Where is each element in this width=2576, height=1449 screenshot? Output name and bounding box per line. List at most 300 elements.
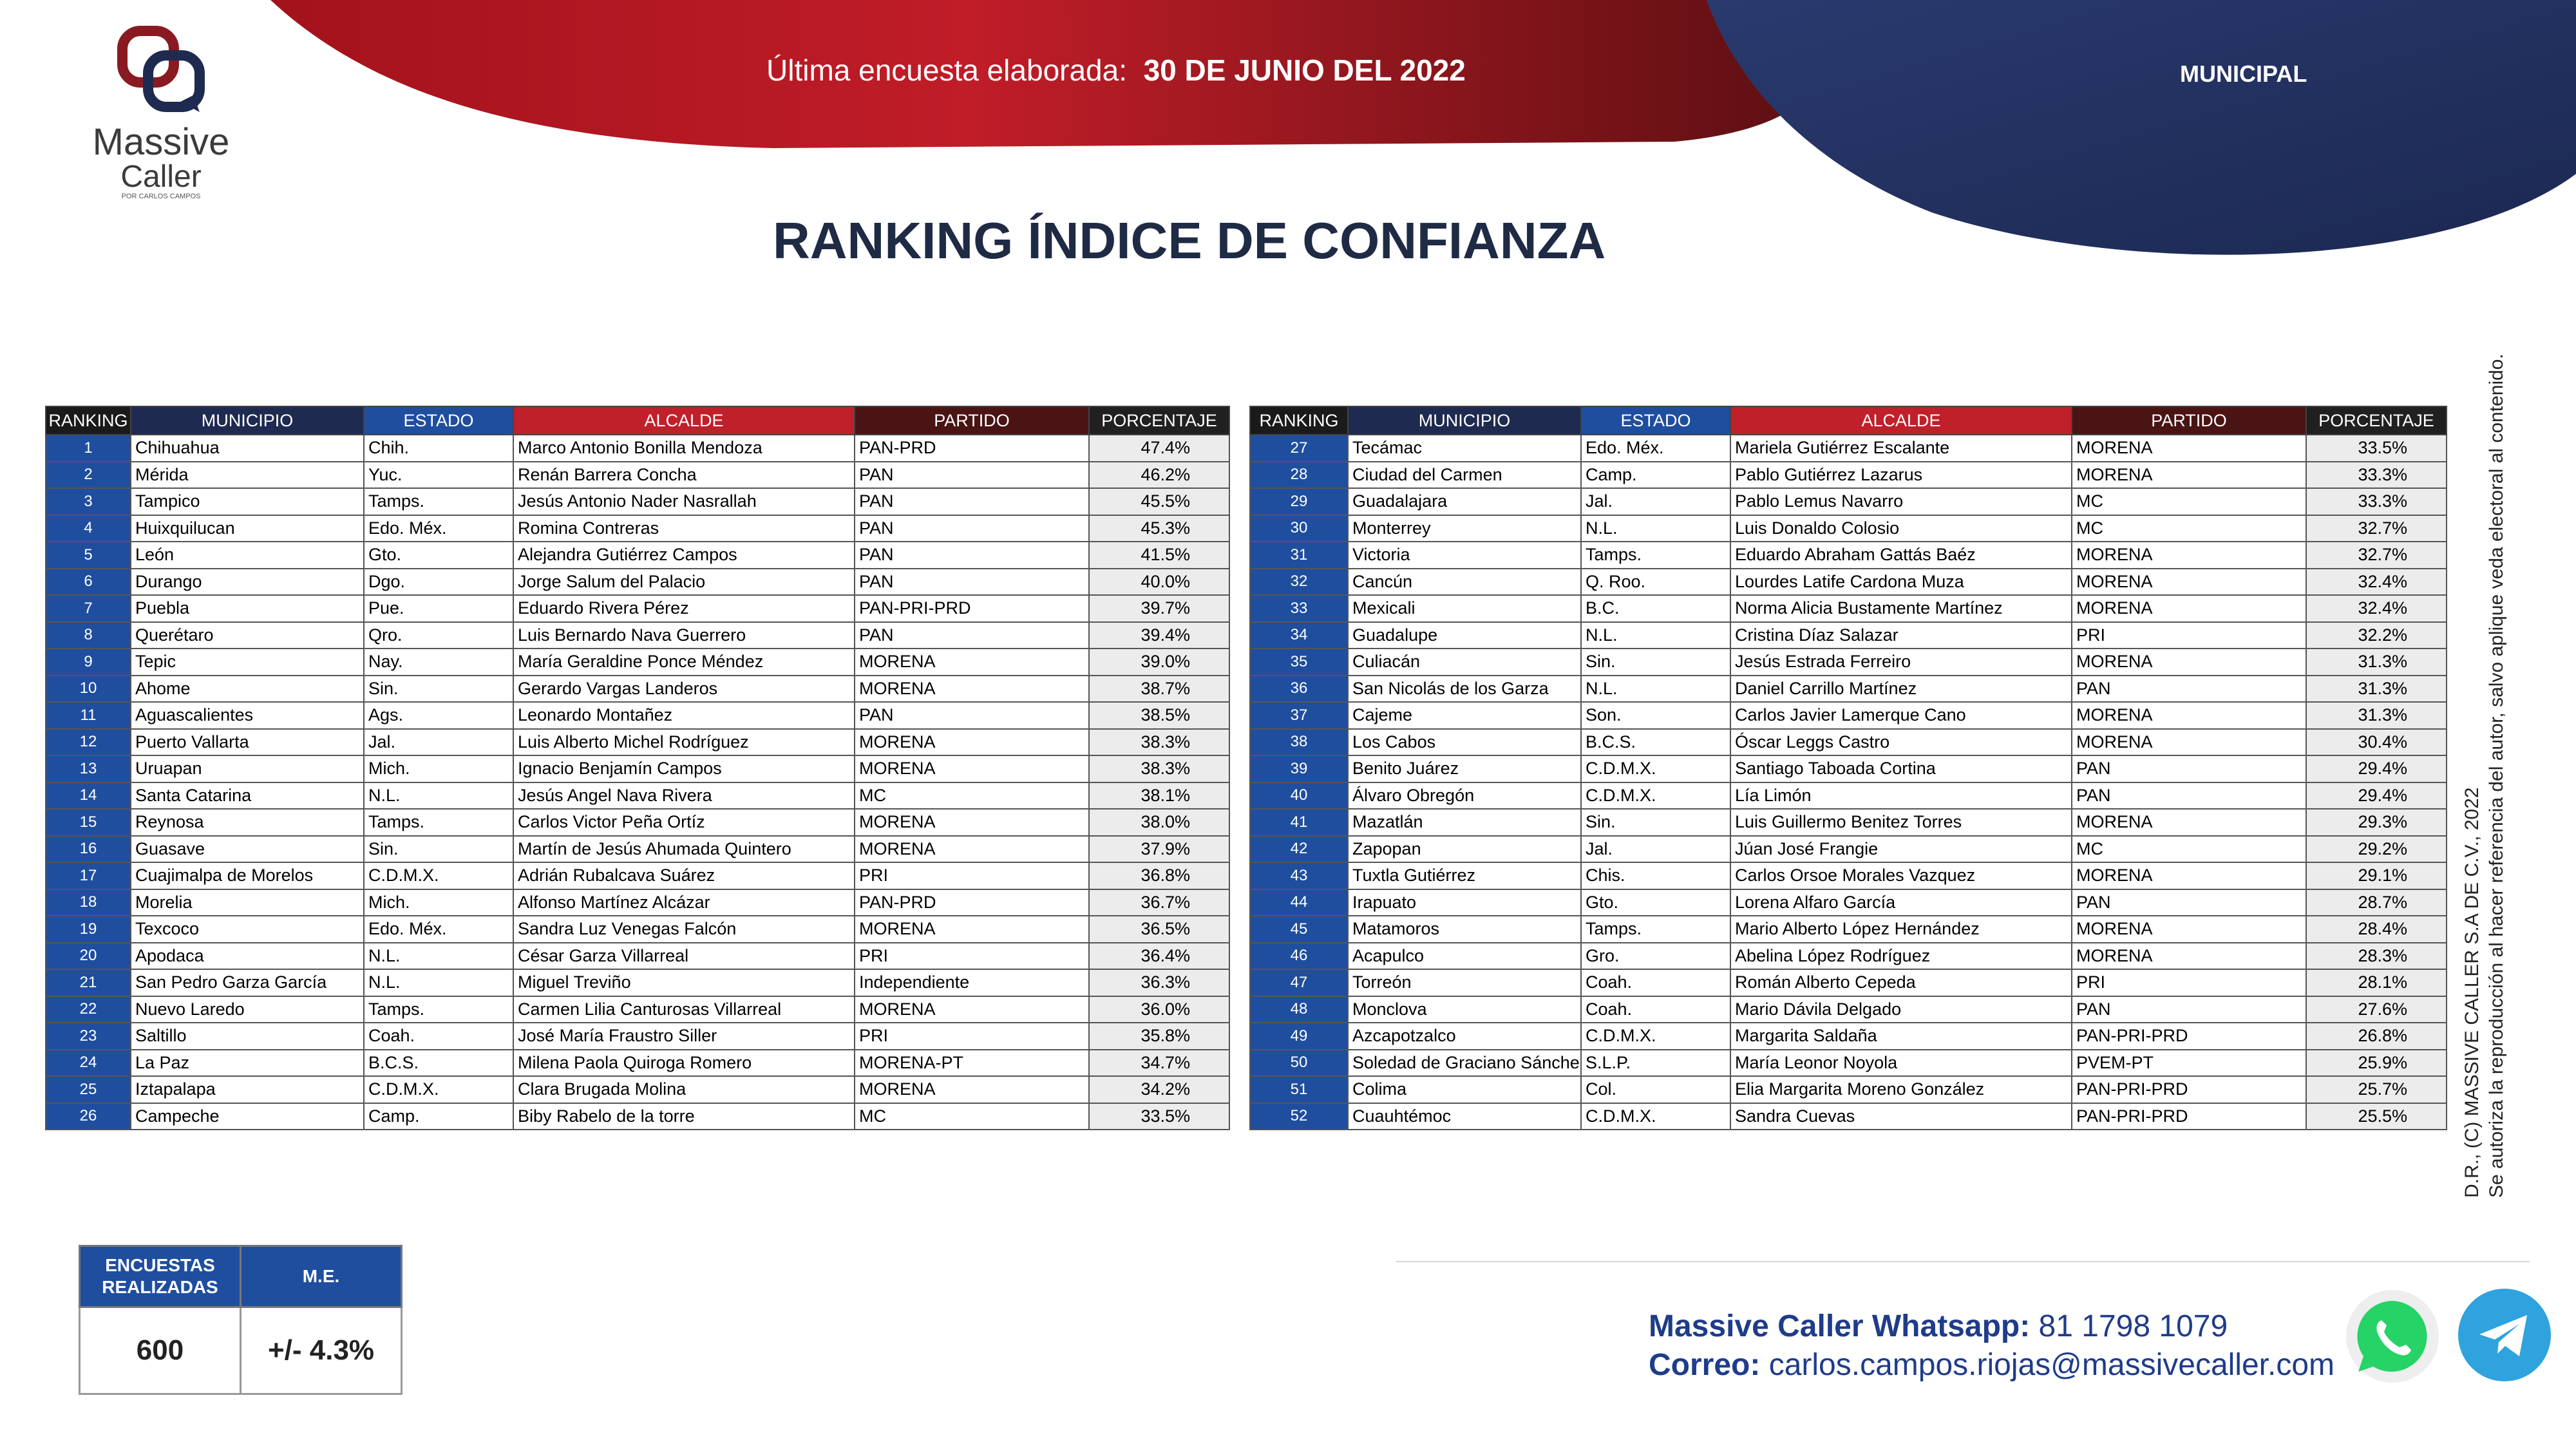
alcalde-cell: Luis Bernardo Nava Guerrero [513,622,855,649]
municipio-cell: Benito Juárez [1348,755,1581,782]
estado-cell: N.L. [1581,676,1730,703]
rank-cell: 30 [1250,515,1348,542]
table-row [46,595,1229,622]
rank-cell: 45 [1250,916,1348,943]
porcentaje-cell: 32.4% [2306,595,2447,622]
alcalde-cell: Marco Antonio Bonilla Mendoza [513,435,855,462]
municipio-cell: Apodaca [131,943,364,970]
municipio-cell: Querétaro [131,622,364,649]
porcentaje-cell: 38.0% [1089,809,1229,836]
rank-cell: 3 [46,488,131,515]
rank-cell: 20 [46,943,131,970]
estado-cell: Sin. [1581,649,1730,676]
estado-cell: Col. [1581,1076,1730,1103]
alcalde-cell: Carlos Orsoe Morales Vazquez [1730,862,2072,889]
table-row [1250,595,2447,622]
rank-cell: 32 [1250,569,1348,596]
partido-cell: MORENA [2072,542,2306,569]
rank-cell: 28 [1250,462,1348,489]
estado-cell: Chih. [364,435,513,462]
municipio-cell: Durango [131,569,364,596]
header-municipio: MUNICIPIO [131,406,364,435]
header-estado: ESTADO [364,406,513,435]
surveys-label: ENCUESTAS REALIZADAS [80,1246,241,1307]
porcentaje-cell: 41.5% [1089,542,1229,569]
porcentaje-cell: 38.3% [1089,729,1229,756]
porcentaje-cell: 32.7% [2306,515,2447,542]
estado-cell: Camp. [364,1103,513,1130]
partido-cell: PAN-PRI-PRD [2072,1076,2306,1103]
table-row [46,782,1229,810]
municipio-cell: Saltillo [131,1023,364,1050]
partido-cell: PAN-PRI-PRD [2072,1023,2306,1050]
survey-stats-table [79,1245,402,1395]
estado-cell: Sin. [364,836,513,863]
rank-cell: 52 [1250,1103,1348,1130]
brand-logo [77,26,245,200]
table-row [46,702,1229,729]
partido-cell: PAN [2072,889,2306,916]
partido-cell: PVEM-PT [2072,1050,2306,1077]
porcentaje-cell: 25.9% [2306,1050,2447,1077]
margin-error-label: M.E. [241,1246,402,1307]
estado-cell: Mich. [364,755,513,782]
alcalde-cell: Mario Alberto López Hernández [1730,916,2072,943]
alcalde-cell: Leonardo Montañez [513,702,855,729]
partido-cell: PAN [855,622,1089,649]
table-row [1250,889,2447,916]
telegram-icon[interactable] [2458,1288,2552,1382]
table-row [1250,1050,2447,1077]
porcentaje-cell: 33.3% [2306,462,2447,489]
alcalde-cell: César Garza Villarreal [513,943,855,970]
table-row [46,1076,1229,1103]
porcentaje-cell: 32.2% [2306,622,2447,649]
rank-cell: 39 [1250,755,1348,782]
porcentaje-cell: 28.3% [2306,943,2447,970]
estado-cell: Edo. Méx. [1581,435,1730,462]
estado-cell: C.D.M.X. [364,1076,513,1103]
partido-cell: PRI [855,862,1089,889]
whatsapp-icon[interactable] [2344,1288,2441,1385]
copyright-line1: D.R., (C) MASSIVE CALLER S.A DE C.V., 2022 [2461,787,2483,1198]
alcalde-cell: Sandra Cuevas [1730,1103,2072,1130]
partido-cell: PAN-PRI-PRD [2072,1103,2306,1130]
municipio-cell: Uruapan [131,755,364,782]
estado-cell: Sin. [364,676,513,703]
porcentaje-cell: 38.7% [1089,676,1229,703]
table-row [1250,542,2447,569]
municipio-cell: Santa Catarina [131,782,364,810]
partido-cell: PAN-PRI-PRD [855,595,1089,622]
porcentaje-cell: 31.3% [2306,649,2447,676]
estado-cell: Jal. [364,729,513,756]
porcentaje-cell: 27.6% [2306,996,2447,1023]
rank-cell: 41 [1250,809,1348,836]
partido-cell: MORENA [855,649,1089,676]
table-row [1250,755,2447,782]
alcalde-cell: Gerardo Vargas Landeros [513,676,855,703]
rank-cell: 2 [46,462,131,489]
rank-cell: 50 [1250,1050,1348,1077]
estado-cell: Coah. [1581,996,1730,1023]
estado-cell: N.L. [364,782,513,810]
whatsapp-contact [1649,1307,2334,1346]
estado-cell: Jal. [1581,836,1730,863]
page-title: RANKING ÍNDICE DE CONFIANZA [773,212,1606,269]
rank-cell: 1 [46,435,131,462]
partido-cell: MORENA [855,809,1089,836]
estado-cell: N.L. [364,969,513,996]
municipio-cell: Mérida [131,462,364,489]
estado-cell: Yuc. [364,462,513,489]
partido-cell: MC [855,1103,1089,1130]
municipio-cell: Mazatlán [1348,809,1581,836]
partido-cell: MORENA [855,1076,1089,1103]
alcalde-cell: Abelina López Rodríguez [1730,943,2072,970]
alcalde-cell: Margarita Saldaña [1730,1023,2072,1050]
municipio-cell: Soledad de Graciano Sánche [1348,1050,1581,1077]
porcentaje-cell: 40.0% [1089,569,1229,596]
alcalde-cell: Santiago Taboada Cortina [1730,755,2072,782]
rank-cell: 36 [1250,676,1348,703]
estado-cell: Jal. [1581,488,1730,515]
municipio-cell: La Paz [131,1050,364,1077]
porcentaje-cell: 31.3% [2306,702,2447,729]
table-row [1250,943,2447,970]
table-row [46,943,1229,970]
alcalde-cell: Miguel Treviño [513,969,855,996]
table-row [46,809,1229,836]
porcentaje-cell: 25.7% [2306,1076,2447,1103]
header-ranking: RANKING [1250,406,1348,435]
partido-cell: PAN [2072,755,2306,782]
municipio-cell: Ahome [131,676,364,703]
porcentaje-cell: 39.4% [1089,622,1229,649]
municipio-cell: Cancún [1348,569,1581,596]
porcentaje-cell: 38.1% [1089,782,1229,810]
table-row [46,569,1229,596]
rank-cell: 10 [46,676,131,703]
estado-cell: Edo. Méx. [364,515,513,542]
alcalde-cell: Mariela Gutiérrez Escalante [1730,435,2072,462]
rank-cell: 21 [46,969,131,996]
table-row [1250,515,2447,542]
estado-cell: N.L. [1581,515,1730,542]
header-porcentaje: PORCENTAJE [2306,406,2447,435]
margin-error-value: +/- 4.3% [241,1307,402,1394]
partido-cell: PAN [2072,676,2306,703]
partido-cell: Independiente [855,969,1089,996]
porcentaje-cell: 46.2% [1089,462,1229,489]
alcalde-cell: Jesús Angel Nava Rivera [513,782,855,810]
table-row [1250,809,2447,836]
ranking-table-right [1249,406,2447,1130]
rank-cell: 11 [46,702,131,729]
rank-cell: 19 [46,916,131,943]
estado-cell: Tamps. [364,996,513,1023]
municipio-cell: Monclova [1348,996,1581,1023]
rank-cell: 49 [1250,1023,1348,1050]
rank-cell: 46 [1250,943,1348,970]
estado-cell: Qro. [364,622,513,649]
municipio-cell: Azcapotzalco [1348,1023,1581,1050]
rank-cell: 9 [46,649,131,676]
table-row [46,649,1229,676]
logo-line1: Massive [92,121,230,163]
porcentaje-cell: 29.4% [2306,782,2447,810]
alcalde-cell: Luis Donaldo Colosio [1730,515,2072,542]
table-row [1250,435,2447,462]
partido-cell: MORENA [855,996,1089,1023]
rank-cell: 16 [46,836,131,863]
rank-cell: 15 [46,809,131,836]
municipio-cell: Irapuato [1348,889,1581,916]
municipio-cell: Zapopan [1348,836,1581,863]
municipio-cell: Ciudad del Carmen [1348,462,1581,489]
contact-info [1649,1307,2334,1385]
alcalde-cell: Elia Margarita Moreno González [1730,1076,2072,1103]
table-row [1250,622,2447,649]
porcentaje-cell: 28.4% [2306,916,2447,943]
alcalde-cell: Pablo Lemus Navarro [1730,488,2072,515]
estado-cell: Mich. [364,889,513,916]
rank-cell: 12 [46,729,131,756]
table-row [46,515,1229,542]
partido-cell: PAN [855,569,1089,596]
alcalde-cell: Mario Dávila Delgado [1730,996,2072,1023]
estado-cell: Tamps. [1581,916,1730,943]
porcentaje-cell: 33.5% [1089,1103,1229,1130]
municipio-cell: Iztapalapa [131,1076,364,1103]
porcentaje-cell: 30.4% [2306,729,2447,756]
alcalde-cell: Carmen Lilia Canturosas Villarreal [513,996,855,1023]
alcalde-cell: Milena Paola Quiroga Romero [513,1050,855,1077]
rank-cell: 42 [1250,836,1348,863]
partido-cell: MORENA [2072,809,2306,836]
rank-cell: 4 [46,515,131,542]
partido-cell: PAN [855,488,1089,515]
alcalde-cell: Carlos Javier Lamerque Cano [1730,702,2072,729]
partido-cell: MORENA [855,676,1089,703]
partido-cell: MORENA [2072,649,2306,676]
alcalde-cell: Clara Brugada Molina [513,1076,855,1103]
table-row [1250,1076,2447,1103]
header-ranking: RANKING [46,406,131,435]
table-row [46,488,1229,515]
table-row [46,862,1229,889]
municipio-cell: Monterrey [1348,515,1581,542]
table-row [1250,1103,2447,1130]
header-partido: PARTIDO [855,406,1089,435]
estado-cell: Q. Roo. [1581,569,1730,596]
header-alcalde: ALCALDE [513,406,855,435]
estado-cell: C.D.M.X. [1581,755,1730,782]
header-alcalde: ALCALDE [1730,406,2072,435]
municipio-cell: Cuauhtémoc [1348,1103,1581,1130]
rank-cell: 25 [46,1076,131,1103]
partido-cell: MORENA [2072,435,2306,462]
rank-cell: 6 [46,569,131,596]
table-row [46,622,1229,649]
municipio-cell: Chihuahua [131,435,364,462]
estado-cell: N.L. [364,943,513,970]
estado-cell: Tamps. [1581,542,1730,569]
rank-cell: 14 [46,782,131,810]
rank-cell: 17 [46,862,131,889]
municipio-cell: Guadalupe [1348,622,1581,649]
partido-cell: PAN [855,702,1089,729]
porcentaje-cell: 47.4% [1089,435,1229,462]
municipio-cell: Tuxtla Gutiérrez [1348,862,1581,889]
estado-cell: Pue. [364,595,513,622]
email-address[interactable]: carlos.campos.riojas@massivecaller.com [1768,1348,2335,1382]
table-row [46,542,1229,569]
estado-cell: Dgo. [364,569,513,596]
survey-date: 30 DE JUNIO DEL 2022 [1143,53,1466,87]
logo-chat-icon [103,26,219,116]
estado-cell: Gto. [364,542,513,569]
estado-cell: Nay. [364,649,513,676]
table-row [46,729,1229,756]
partido-cell: PAN [855,462,1089,489]
municipio-cell: Culiacán [1348,649,1581,676]
partido-cell: MORENA-PT [855,1050,1089,1077]
partido-cell: PRI [855,943,1089,970]
ranking-table-left [45,406,1230,1130]
rank-cell: 43 [1250,862,1348,889]
estado-cell: Ags. [364,702,513,729]
alcalde-cell: Júan José Frangie [1730,836,2072,863]
table-row [1250,996,2447,1023]
partido-cell: MORENA [2072,916,2306,943]
header-partido: PARTIDO [2072,406,2306,435]
municipio-cell: Morelia [131,889,364,916]
table-row [46,755,1229,782]
table-row [1250,916,2447,943]
porcentaje-cell: 28.7% [2306,889,2447,916]
footer-divider [1396,1261,2530,1262]
alcalde-cell: Lorena Alfaro García [1730,889,2072,916]
alcalde-cell: Carlos Victor Peña Ortíz [513,809,855,836]
porcentaje-cell: 39.7% [1089,595,1229,622]
partido-cell: MORENA [2072,943,2306,970]
table-row [1250,1023,2447,1050]
header-porcentaje: PORCENTAJE [1089,406,1229,435]
header-municipio: MUNICIPIO [1348,406,1581,435]
rank-cell: 37 [1250,702,1348,729]
estado-cell: B.C. [1581,595,1730,622]
partido-cell: PRI [855,1023,1089,1050]
table-row [1250,969,2447,996]
municipio-cell: Puerto Vallarta [131,729,364,756]
rank-cell: 7 [46,595,131,622]
porcentaje-cell: 33.5% [2306,435,2447,462]
municipio-cell: Guasave [131,836,364,863]
estado-cell: B.C.S. [364,1050,513,1077]
rank-cell: 40 [1250,782,1348,810]
estado-cell: Sin. [1581,809,1730,836]
email-contact [1649,1346,2334,1385]
alcalde-cell: Cristina Díaz Salazar [1730,622,2072,649]
estado-cell: Tamps. [364,809,513,836]
alcalde-cell: Jorge Salum del Palacio [513,569,855,596]
survey-label: Última encuesta elaborada: [766,53,1127,87]
table-row [1250,862,2447,889]
estado-cell: C.D.M.X. [1581,782,1730,810]
alcalde-cell: Jesús Antonio Nader Nasrallah [513,488,855,515]
table-row [46,889,1229,916]
rank-cell: 8 [46,622,131,649]
porcentaje-cell: 36.0% [1089,996,1229,1023]
estado-cell: Tamps. [364,488,513,515]
municipio-cell: Tampico [131,488,364,515]
partido-cell: PAN [2072,996,2306,1023]
partido-cell: MORENA [2072,462,2306,489]
municipio-cell: San Nicolás de los Garza [1348,676,1581,703]
partido-cell: PAN [855,542,1089,569]
porcentaje-cell: 29.4% [2306,755,2447,782]
whatsapp-number: 81 1798 1079 [2038,1309,2228,1343]
porcentaje-cell: 31.3% [2306,676,2447,703]
surveys-value: 600 [80,1307,241,1394]
porcentaje-cell: 29.2% [2306,836,2447,863]
porcentaje-cell: 26.8% [2306,1023,2447,1050]
table-row [46,1050,1229,1077]
partido-cell: MORENA [855,836,1089,863]
municipio-cell: Puebla [131,595,364,622]
rank-cell: 44 [1250,889,1348,916]
partido-cell: MC [2072,488,2306,515]
municipio-cell: Texcoco [131,916,364,943]
alcalde-cell: Óscar Leggs Castro [1730,729,2072,756]
partido-cell: MC [2072,836,2306,863]
partido-cell: PAN [855,515,1089,542]
email-label: Correo: [1649,1348,1761,1382]
rank-cell: 24 [46,1050,131,1077]
estado-cell: Edo. Méx. [364,916,513,943]
porcentaje-cell: 36.5% [1089,916,1229,943]
alcalde-cell: Luis Alberto Michel Rodríguez [513,729,855,756]
porcentaje-cell: 36.7% [1089,889,1229,916]
alcalde-cell: Sandra Luz Venegas Falcón [513,916,855,943]
porcentaje-cell: 45.3% [1089,515,1229,542]
rank-cell: 26 [46,1103,131,1130]
estado-cell: C.D.M.X. [364,862,513,889]
estado-cell: S.L.P. [1581,1050,1730,1077]
rank-cell: 29 [1250,488,1348,515]
table-row [1250,729,2447,756]
rank-cell: 33 [1250,595,1348,622]
municipio-cell: Cuajimalpa de Morelos [131,862,364,889]
estado-cell: C.D.M.X. [1581,1103,1730,1130]
porcentaje-cell: 34.7% [1089,1050,1229,1077]
estado-cell: Son. [1581,702,1730,729]
alcalde-cell: Eduardo Rivera Pérez [513,595,855,622]
partido-cell: MORENA [2072,702,2306,729]
table-row [46,996,1229,1023]
alcalde-cell: Lourdes Latife Cardona Muza [1730,569,2072,596]
estado-cell: Coah. [364,1023,513,1050]
municipio-cell: Los Cabos [1348,729,1581,756]
municipio-cell: Nuevo Laredo [131,996,364,1023]
partido-cell: MORENA [2072,569,2306,596]
porcentaje-cell: 36.8% [1089,862,1229,889]
rank-cell: 34 [1250,622,1348,649]
alcalde-cell: Biby Rabelo de la torre [513,1103,855,1130]
partido-cell: PAN-PRD [855,889,1089,916]
table-row [1250,649,2447,676]
